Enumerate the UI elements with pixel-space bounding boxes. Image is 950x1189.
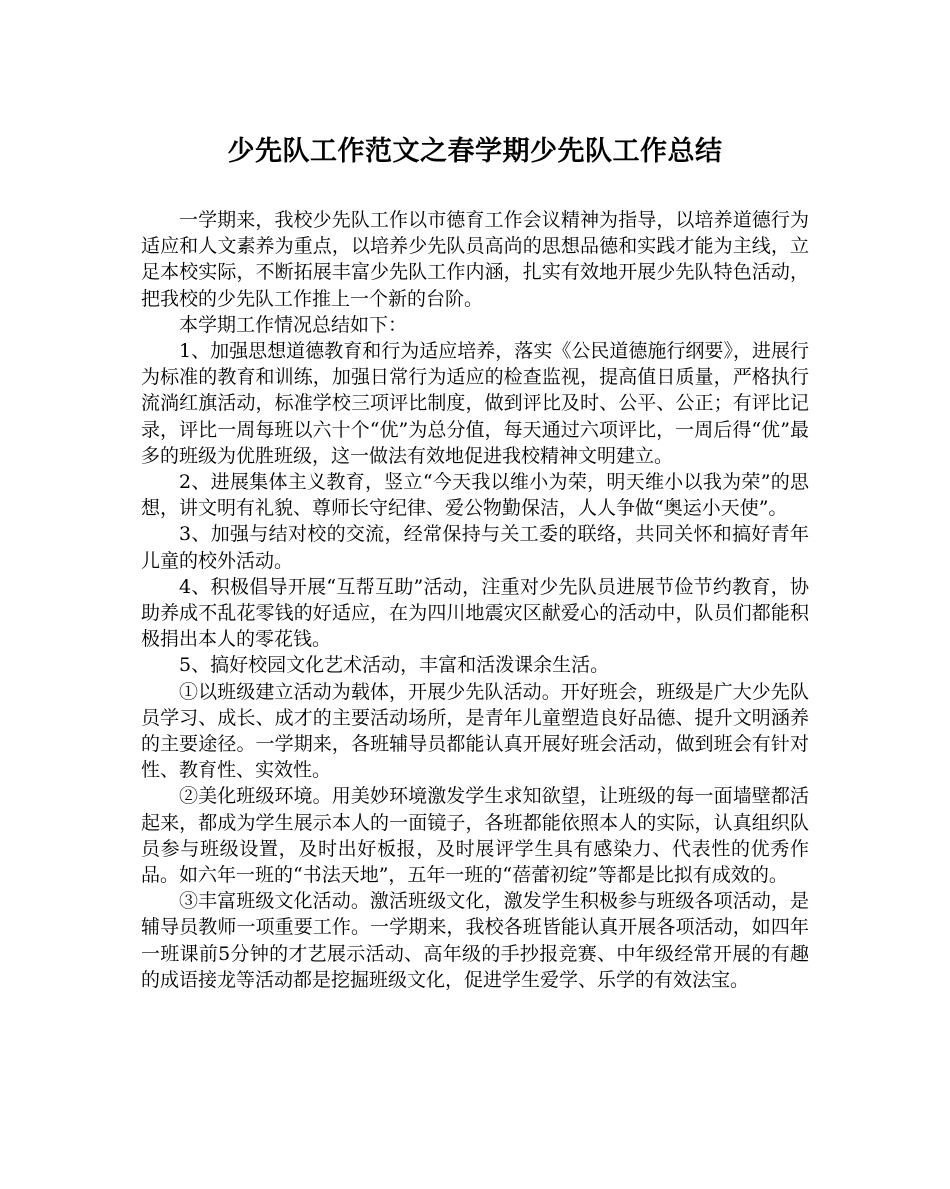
paragraph-summary-lead: 本学期工作情况总结如下： bbox=[179, 313, 408, 336]
document-body bbox=[141, 207, 809, 993]
paragraph-item-3: 3、加强与结对校的交流，经常保持与关工委的联络，共同关怀和搞好青年儿童的校外活动。 bbox=[141, 523, 809, 572]
paragraph-item-4: 4、积极倡导开展“互帮互助”活动，注重对少先队员进展节俭节约教育，协助养成不乱花零钱的好适应，在为四川地震灾区献爱心的活动中，队员们都能积极捐出本人的零花钱。 bbox=[141, 575, 809, 651]
paragraph-intro: 一学期来，我校少先队工作以市德育工作会议精神为指导，以培养道德行为适应和人文素养为重点，以培养少先队员高尚的思想品德和实践才能为主线，立足本校实际，不断拓展丰富少先队工作内涵，扎实有效地开展少先队特色活动，把我校的少先队工作推上一个新的台阶。 bbox=[141, 209, 809, 310]
paragraph-subitem-2: ②美化班级环境。用美妙环境激发学生求知欲望，让班级的每一面墙壁都活起来，都成为学生展示本人的一面镜子，各班都能依照本人的实际，认真组织队员参与班级设置，及时出好板报，及时展评学生具有感染力、代表性的优秀作品。如六年一班的“书法天地”，五年一班的“蓓蕾初绽”等都是比拟有成效的。 bbox=[141, 785, 809, 887]
paragraph-item-2: 2、进展集体主义教育，竖立“今天我以维小为荣，明天维小以我为荣”的思想，讲文明有礼貌、尊师长守纪律、爱公物勤保洁，人人争做“奥运小天使”。 bbox=[141, 471, 809, 520]
paragraph-item-1: 1、加强思想道德教育和行为适应培养，落实《公民道德施行纲要》，进展行为标准的教育和训练，加强日常行为适应的检查监视，提高值日质量，严格执行流淌红旗活动，标准学校三项评比制度，做到评比及时、公平、公正；有评比记录，评比一周每班以六十个“优”为总分值，每天通过六项评比，一周后得“优”最多的班级为优胜班级，这一做法有效地促进我校精神文明建立。 bbox=[141, 340, 809, 467]
paragraph-subitem-3: ③丰富班级文化活动。激活班级文化，激发学生积极参与班级各项活动，是辅导员教师一项重要工作。一学期来，我校各班皆能认真开展各项活动，如四年一班课前5分钟的才艺展示活动、高年级的手抄报竞赛、中年级经常开展的有趣的成语接龙等活动都是挖掘班级文化，促进学生爱学、乐学的有效法宝。 bbox=[141, 890, 809, 991]
document-title: 少先队工作范文之春学期少先队工作总结 bbox=[227, 136, 723, 167]
paragraph-subitem-1: ①以班级建立活动为载体，开展少先队活动。开好班会，班级是广大少先队员学习、成长、成才的主要活动场所，是青年儿童塑造良好品德、提升文明涵养的主要途径。一学期来，各班辅导员都能认真开展好班会活动，做到班会有针对性、教育性、实效性。 bbox=[141, 680, 809, 782]
paragraph-item-5: 5、搞好校园文化艺术活动，丰富和活泼课余生活。 bbox=[179, 654, 610, 677]
